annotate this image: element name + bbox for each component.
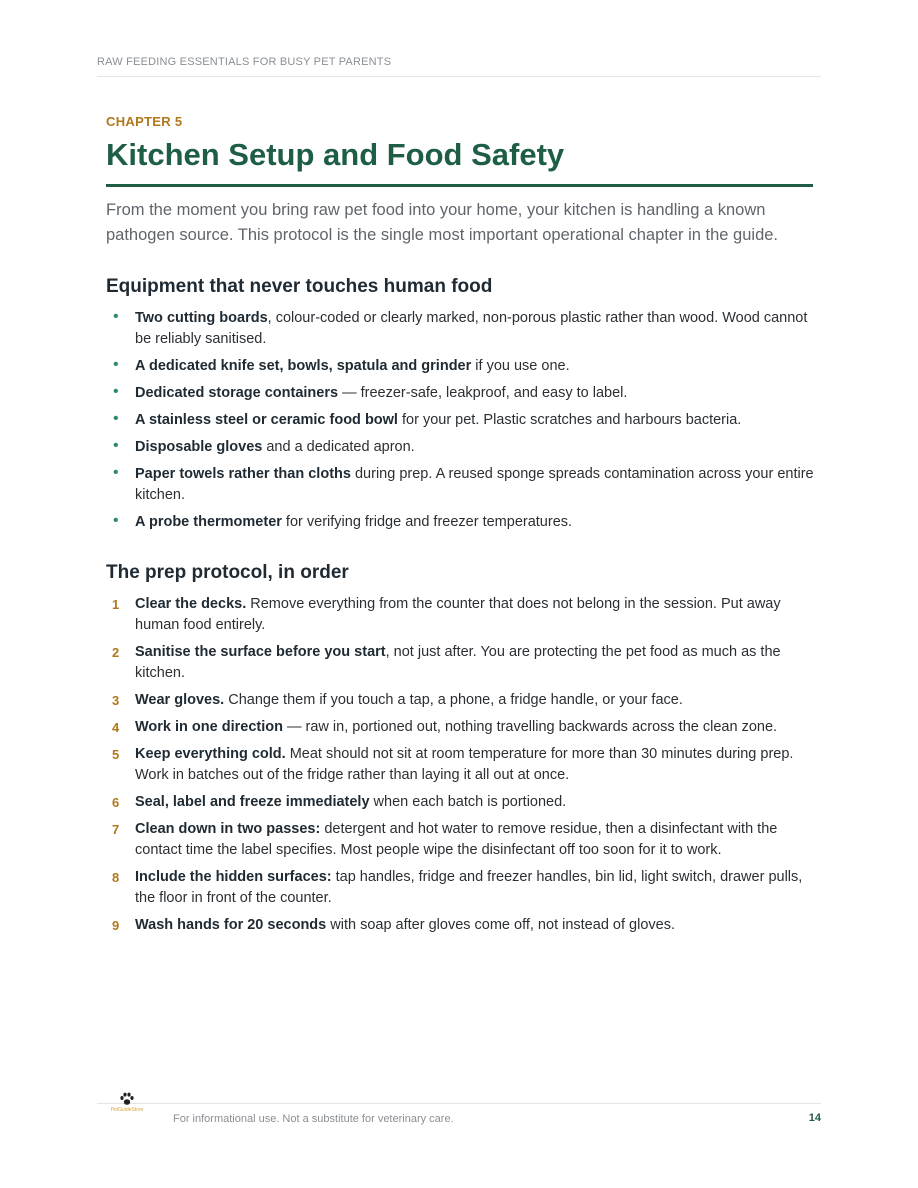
step-number: 8: [112, 870, 120, 885]
list-item: [106, 867, 818, 909]
item-bold: Paper towels rather than cloths: [135, 466, 351, 482]
list-item: [106, 594, 818, 636]
item-text: and a dedicated apron.: [262, 439, 415, 455]
item-text: with soap after gloves come off, not instead of gloves.: [326, 917, 675, 933]
list-item: [106, 717, 818, 738]
list-item: [106, 308, 818, 350]
step-number: 1: [112, 597, 120, 612]
chapter-label: CHAPTER 5: [106, 114, 183, 129]
list-item: [106, 819, 818, 861]
bullet-dot-icon: •: [113, 464, 119, 481]
protocol-heading: The prep protocol, in order: [106, 562, 349, 583]
logo-wordmark: PetGuideStore: [110, 1107, 144, 1113]
bullet-dot-icon: •: [113, 437, 119, 454]
list-item: [106, 512, 818, 533]
list-item: [106, 792, 818, 813]
list-item: [106, 690, 818, 711]
item-bold: Seal, label and freeze immediately: [135, 794, 370, 810]
item-bold: Two cutting boards: [135, 310, 268, 326]
item-bold: A probe thermometer: [135, 514, 282, 530]
item-bold: Dedicated storage containers: [135, 385, 339, 401]
list-item: [106, 642, 818, 684]
footer-logo: [106, 1092, 148, 1113]
step-number: 2: [112, 645, 120, 660]
item-bold: Clean down in two passes:: [135, 821, 321, 837]
bullet-dot-icon: •: [113, 410, 119, 427]
chapter-title: Kitchen Setup and Food Safety: [106, 136, 813, 187]
list-item: [106, 915, 818, 936]
bullet-dot-icon: •: [113, 356, 119, 373]
item-text: Change them if you touch a tap, a phone, a fridge handle, or your face.: [224, 692, 683, 708]
item-bold: Disposable gloves: [135, 439, 263, 455]
equipment-heading: Equipment that never touches human food: [106, 276, 493, 297]
step-number: 7: [112, 822, 120, 837]
step-number: 9: [112, 918, 120, 933]
item-bold: Wear gloves.: [135, 692, 225, 708]
list-item: [106, 464, 818, 506]
item-text: if you use one.: [471, 358, 570, 374]
step-number: 5: [112, 747, 120, 762]
item-bold: Keep everything cold.: [135, 746, 286, 762]
item-bold: Clear the decks.: [135, 596, 247, 612]
step-number: 3: [112, 693, 120, 708]
item-bold: Wash hands for 20 seconds: [135, 917, 327, 933]
step-number: 6: [112, 795, 120, 810]
item-text: , not just after. You are protecting the pet food as much as the kitchen.: [135, 644, 781, 681]
item-text: tap handles, fridge and freezer handles, bin lid, light switch, drawer pulls, the floor in front of the counter.: [135, 869, 803, 906]
item-bold: A stainless steel or ceramic food bowl: [135, 412, 398, 428]
bullet-dot-icon: •: [113, 308, 119, 325]
step-number: 4: [112, 720, 120, 735]
item-bold: Work in one direction: [135, 719, 283, 735]
item-text: for your pet. Plastic scratches and harbours bacteria.: [397, 412, 742, 428]
item-text: when each batch is portioned.: [369, 794, 567, 810]
paw-icon: [119, 1092, 135, 1106]
item-bold: Sanitise the surface before you start: [135, 644, 386, 660]
list-item: [106, 437, 818, 458]
item-text: Meat should not sit at room temperature for more than 30 minutes during prep. Work in batches out of the fridge rather than laying it all out at once.: [135, 746, 794, 783]
protocol-list: [106, 594, 818, 942]
item-bold: A dedicated knife set, bowls, spatula and grinder: [135, 358, 472, 374]
list-item: [106, 383, 818, 404]
list-item: [106, 356, 818, 377]
running-header: RAW FEEDING ESSENTIALS FOR BUSY PET PARENTS: [97, 56, 821, 77]
bullet-dot-icon: •: [113, 383, 119, 400]
item-text: for verifying fridge and freezer temperatures.: [281, 514, 573, 530]
list-item: [106, 744, 818, 786]
equipment-list: [106, 308, 818, 539]
bullet-dot-icon: •: [113, 512, 119, 529]
chapter-intro: From the moment you bring raw pet food into your home, your kitchen is handling a known pathogen source. This protocol is the single most important operational chapter in the guide.: [106, 201, 779, 244]
item-text: during prep. A reused sponge spreads contamination across your entire kitchen.: [135, 466, 814, 503]
footer-divider: [97, 1103, 821, 1104]
item-text: , colour-coded or clearly marked, non-porous plastic rather than wood. Wood cannot be reliably sanitised.: [135, 310, 808, 347]
list-item: [106, 410, 818, 431]
footer-disclaimer: For informational use. Not a substitute for veterinary care.: [173, 1113, 454, 1125]
item-text: Remove everything from the counter that does not belong in the session. Put away human food entirely.: [135, 596, 781, 633]
item-text: — freezer-safe, leakproof, and easy to label.: [338, 385, 628, 401]
page-number: 14: [808, 1112, 821, 1124]
item-text: — raw in, portioned out, nothing travelling backwards across the clean zone.: [282, 719, 778, 735]
item-text: detergent and hot water to remove residue, then a disinfectant with the contact time the label specifies. Most people wipe the disinfectant off too soon for it to work.: [135, 821, 778, 858]
item-bold: Include the hidden surfaces:: [135, 869, 332, 885]
